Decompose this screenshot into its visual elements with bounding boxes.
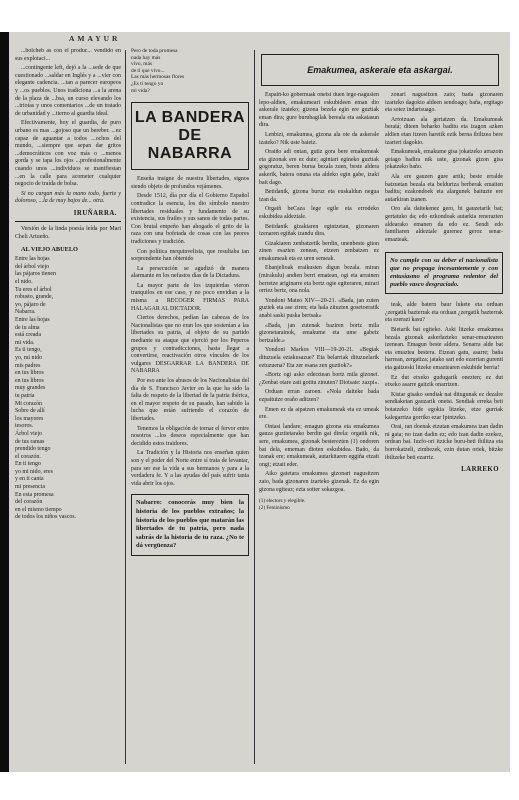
poem-line: en tus libros [15, 370, 44, 377]
article-paragraph: Emen ez da aipatzen emakumeak eta ez umeak ere. [259, 406, 379, 421]
poem-line: Nabarra. [15, 309, 36, 316]
article-paragraph: Ciertos derechos, pedían las cabezas de los Nacionalistas que no eran los que sostenían a las libertades su patria, al objeto de su partido mediante su ataque que ejerció por los Peperos grupos y contradicciones, hasta llegar a convertirse, reactivación otros vínculos de los vulgares DESGARRAR LA BANDERA DE NABARRA [131, 315, 249, 375]
article-paragraph: Arrotzuan ala gertatzen da. Emakumeak beraiá; diteen beharko baditu eta izagon azken aldien etan itzeen haretik ezik berna ibiltzea bere izarteri dagokio. [385, 116, 503, 146]
column-3 [259, 92, 379, 768]
poem-line: Sobre de allí [15, 408, 45, 415]
footnote: (2) Feminismo [259, 504, 290, 511]
article-paragraph: Ala ere gauzen gure artik; beste erralde batzuetan bezala eta beldurtza berberak emaiten baditu; ezakondoek eta alargunek baituzte ere autarkiran izanen. [385, 173, 503, 203]
article-paragraph: Efectivamente, hoy el guardia, de puro urbano es mas ...gojoso que un bereber. ...ez capaz de aguantar a todos ...ochos del mundo, ...siempre que sepan dar gritos ...democráticos con voz más o ...menos gorda y se tapa los ojos ...profesionalmente cuando unos ...individuos se manifiestan ...en la calle para acometer cualquier negocio de traída de bolsa. [15, 120, 121, 188]
article-paragraph: La persecución se agudizó de manera alarmante en los nefastos días de la Dictadura. [131, 265, 249, 280]
quote: Si no cargan más la mano todo, fuerte y doloroso, ...la de muy bajos de... otra. [15, 190, 121, 205]
divider [15, 221, 121, 222]
article-paragraph: Gizakiaren zenbatzetik berdin, unenbeste giton zinen esazten zenean, etzeen zenbatzen ez emakumeak eta ez uren semeak. [259, 240, 379, 262]
article-paragraph: La mayor parte de los izquierdas vieron tranquilos en ese caso, y no poco envidian a la misma a RECOGER FIRMAS PARA HALAGAR AL DICTADOR. [131, 282, 249, 312]
newspaper-page [9, 32, 510, 772]
article-paragraph: «Bada, jan zutenak baziren bortz mila gizonetarainok, emakume eta ume gabetz bertzalde.» [259, 322, 379, 344]
column-4 [385, 92, 503, 768]
article-paragraph: zonari nagusitzen zaio; bada gizonaren izarteko dagokio aldeen sendoago; baña, ergitago eta sotez indartsuago. [385, 92, 503, 114]
article-paragraph: Betidanik gizakiaren egintzetan, gizonaren izenaren egiñak izandu dira. [259, 223, 379, 238]
poem-line: de todos los niños vascos. [15, 514, 77, 521]
article-paragraph: Tenemos la obligación de tornar el fervor entre nosotros ...los deseos especialmente que han decidido estos traidores. [131, 425, 249, 447]
signature-larreko: LARREKO [461, 466, 499, 474]
poem-line: Tu eres el árbol [15, 286, 52, 293]
article-paragraph: Ez dut etxeko gudugarik onezten; ez dut etxeko asarre gaitzik onarrizen. [385, 374, 503, 389]
poem-line: Entre las hojas [15, 317, 50, 323]
footnote: (1) electors y elegible. [259, 498, 306, 505]
poem-line: Mi corazón [15, 400, 42, 407]
poem-line: Es ti tengo, [15, 347, 42, 354]
poem-line: robusto, grande, [15, 294, 54, 301]
poem-line: yo mi nido, eres [15, 468, 53, 475]
article-paragraph: Emakumeak, emakume gisa jokatzeko arrazoin geiago badira nik uste, gizonak gizon gisa jokatzeko baño. [385, 149, 503, 171]
article-paragraph: Ontasi landare; emagun gizona eta emakumea gauza guztietarako berdin gai direla: orgatik nik, sere, emakumea, gizonak besterezten (1) ondoren bat dela, ememan dioten eskubidea. Baño, da izanak ere; emakumeak, autarkitaren eggiña etzait ongi; etzait eder. [259, 423, 379, 468]
poem-line: de tu alma [15, 324, 40, 331]
article-paragraph: Yondoni Markos VIII—19-20-21. «Begiak dituzuela eztakusazue? Eta belarriak dituzuelarik eztuzuena? Eta zer esana zen guztiok?» [259, 347, 379, 369]
column-1 [15, 48, 121, 768]
poem-line: el corazón. [15, 453, 41, 460]
headline-box [131, 102, 249, 170]
article-paragraph: ...contingente left, dejó a la ...sede de que cuestionado ...saldar en Inglés y a ...vier con elegante cadencia. ...tan a parecer europeos y ...os pueblos. Unos tradiciona ...a la arena de la plaza de ...bsa, un curso elevando los ...triotas y unos comentarios ...de un tratado de urbanidad y ...tierno al guardia ideal. [15, 65, 121, 117]
column-2 [131, 48, 249, 768]
poem-line: Entre las hojas [15, 256, 50, 263]
poem-line: mi presencia [15, 484, 45, 491]
poem-line: ¿Es ti tengo yo [131, 80, 164, 87]
poem-line: de ti que vivo... [131, 67, 165, 74]
poem-line: en tus libros [15, 377, 44, 384]
poem-intro: Versión de la linda poesía leída por Mari Cheli Artueño. [15, 226, 121, 241]
article-paragraph: Orduan erran zaroen. «Nola daiteke bada ezpaitutze oraño aditzen? [259, 389, 379, 403]
poem-line: vivo, más [131, 61, 152, 68]
column-rule [125, 50, 126, 764]
boxed-note: Nabarro: conocerás muy bien la historia de los pueblos extraños; la historia de los pueblos que matarán las libertades de tu patria, pero nada sabrás de la historia de tu raza. ¿No te dá vergüenza? [131, 494, 249, 556]
article-paragraph: Desde 1512, día por día el Gobierno Español contradice la esencia, los dio símbolo nuestro libertades residuales y fundamento de su existencia, sus frailes y sus sanos de todas partes. Con brutal empeño han ahogado el grito de la raza con una bofetada de cosas con las peores tradiciones y tradición. [131, 193, 249, 245]
poem-line: los mayores [15, 415, 44, 422]
poem-line: yo, pájaro de [15, 301, 46, 308]
poem-line: mis padres [15, 362, 41, 369]
article-paragraph: Por eso ante los abusos de los Nacionalistas del día de S. Francisco Javier en la que ha sido la falta de respeto de la libertad de la patria ibérica, en el mayor respeto de su pasado, han sabido la lucha que están sufriendo el corazón de libertades. [131, 378, 249, 422]
article-paragraph: Kistar gisako sendiak nai ditugunak ez dezalre sendiaketan gauzarik onetsi. Sendiak erreka beti botatzeko bide egokia litzeke, etze gurriak kalegarriza gorriko ezar Ipintzeko. [385, 391, 503, 421]
poem-line: Las más hermosas flores [131, 74, 185, 81]
poem-line: las pájaros tienen [15, 271, 56, 278]
article-paragraph: Enseña insigne de nuestra libertades, signos siendo objeto de profundos vejámenes. [131, 176, 249, 190]
poem-line: está creada [15, 332, 41, 339]
poem-line: prendido tengo [15, 446, 51, 453]
article-paragraph: Ebanjelioak eraikusten digun bezala. miran (mirakulu) andien berri ematean, ogi eta arrainen berretze ariginarre eta bortz ogie egiteraren, mirari orriez bertz, ona nola. [259, 265, 379, 295]
article-paragraph: ...bolcheb as con el produc... vendido en sus explotaci... [15, 48, 121, 62]
article-paragraph: Aiko gaietara emakumea gizonari nagusitzen zaio, bada gizonaren izarteko gizenak. Ez da egin gizona egiteaz; ezta sotter sokazgoa. [259, 471, 379, 493]
poem-line: tu patria [15, 392, 35, 399]
poem-line: del árbol viejo [15, 263, 50, 270]
poem-line: del corazón [15, 499, 43, 506]
poem-line: Pero de toda promesa [131, 48, 178, 54]
article-paragraph: La Tradición y la Historia nos enseñan quien son y el poder del Norte entre sí trata de levantar, para ser ese la vida a sus hermanos y para a la verdadera fe. Y a las ayudas del país sufrir tanta vida abrir los ojos. [131, 450, 249, 487]
article-paragraph: Oraiño adi ontan, gutiz gora bere emakumeak eta gizonak ere ez dute; agintari egineko guztiak gogoratuz, beren burua bezala zuen, beste aldera askerik, batera onuna eta aldeko egin gabe, izaki bait dago. [259, 149, 379, 186]
article-paragraph: «Bortz ogi asko ederztean bortz mila gizonei. ¿Zenbat otare zati gotitu zinuten? Diotsate: zazpi». [259, 372, 379, 386]
poem-line: mi vida? [131, 87, 150, 94]
poem [15, 256, 121, 522]
article-title-wrap [261, 48, 499, 94]
poem-line: y en ti canta [15, 476, 44, 483]
article-paragraph: Espaiñ-ko gobernuak onetsi duen lege-nagusien lepo-aldien, emakumeari eskubideen eman dio askerale izateko; gizona bezela egin ere guztiak eman dira; gure burubagilak bereala eta askatasun dira. [259, 92, 379, 129]
article-paragraph: Betidanik, gizona buruz eta euskaldun negua izan da. [259, 189, 379, 203]
scan-edge-strip [0, 32, 9, 772]
poem-line: nada hay más [131, 54, 161, 61]
article-paragraph: Lenbizi, emakumea, gizona ala ote da askerale izateko? Nik uste baietz. [259, 131, 379, 146]
poem-line: Árbol viejo [15, 430, 42, 437]
article-paragraph: Yondoni Mateo XIV—20-21. «Bada, jan zuten guziek eta ase ziren; eta hala zituzten gosetoeratik anabi saski puska bertsak» [259, 297, 379, 320]
article-title: Emakumea, askeraie eta askargai. [261, 54, 499, 86]
poem-line: en el mismo tiempo [15, 506, 62, 513]
poem-line: mi vida. [15, 339, 35, 346]
poem-line: En ti tengo [15, 461, 41, 468]
headline-line-2: NABARRA [147, 145, 233, 163]
poem-continuation [131, 48, 249, 94]
article-paragraph: Con política mequinvelista, que resultaba tan sorprendente han obtenido [131, 248, 249, 263]
article-paragraph: Bietarik bat egiteko. Aski litzeke emakumea bezala gizonak askerlazteko senar-emaztearen izenean. Emagun beste aldera. Senarra alde bat eta emaztea bestera. Etzean gatu, asarre; baña harrean, zergatiza; jatako sari edo ezarrian gurenti eta gaitzeski litzeke emaztearen eskubide berria! [385, 327, 503, 372]
article-paragraph: Orgaiñ beCaza lege egile eta errodeko eskubidea aldeztale. [259, 206, 379, 220]
boxed-note: No cumple con su deber el nacionalista que no propaga incesantemente y con entusiasmo el programa redentor del pueblo vasco desgraciado. [385, 252, 503, 294]
article-paragraph: Oro ala daitekenez gero, bi gauzetarik bat; gertatuko da; edo ezkondoak autarkia renerazten aldearako emanen da edo ez. Sendi edo familiaren aldeztale gurenez geroz senar-emazteak. [385, 206, 503, 243]
headline-line-1: LA BANDERA DE [134, 109, 246, 145]
poem-line: En esta promesa [15, 491, 54, 498]
masthead: AMAYUR [69, 34, 121, 43]
article-paragraph: teak, alde batern baur lukete eta orduan ¿zergatik bazterrak eta orduan ¿zergatik bazterrak eta ezerazi kasu? [385, 302, 503, 324]
poem-line: de tus ramas [15, 438, 45, 445]
poem-line: yo, mi nido [15, 354, 42, 361]
article-paragraph: Orai, ran doenak etzutan emakumea izan dadin ni gaia; no izan dadin ez; edo izan dadin ezekez, ordean bai. Iuzfo-ori itzicke buru-beti ibilitza eta borrokatzeli, zimbezek, ezin dutan oriek, bitzke ibiltzeke beti ezarriz. [385, 424, 503, 461]
signature-irunarra: IRUÑARRA. [73, 209, 117, 217]
poem-title: AL VIEJO ABUELO [21, 245, 78, 253]
poem-line: el nido. [15, 279, 33, 286]
column-rule [254, 50, 255, 764]
poem-line: tesoros. [15, 423, 34, 430]
poem-line: muy grandes [15, 385, 46, 392]
